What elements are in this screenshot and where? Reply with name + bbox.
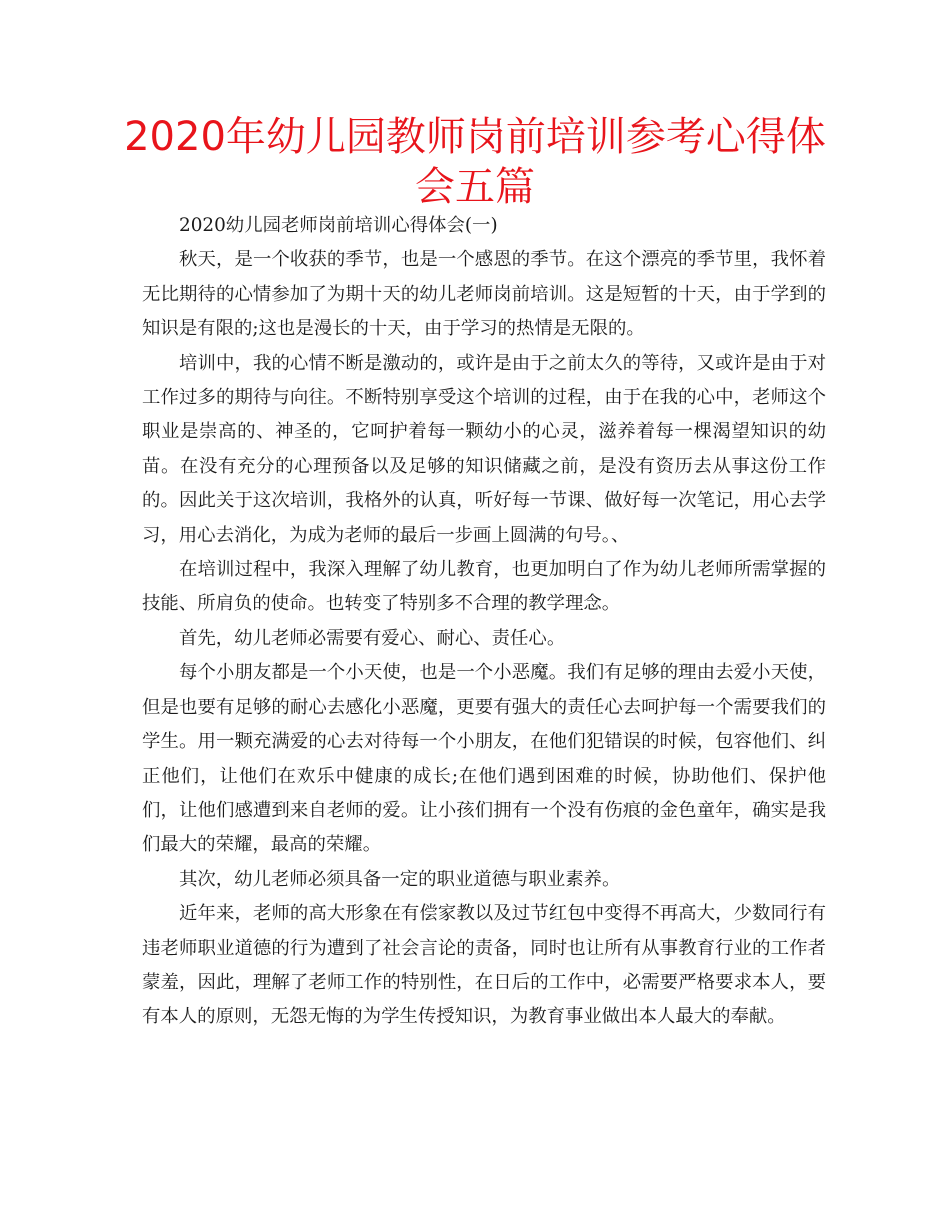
paragraph: 秋天，是一个收获的季节，也是一个感恩的季节。在这个漂亮的季节里，我怀着无比期待的心情参加了为期十天的幼儿老师岗前培训。这是短暂的十天，由于学到的知识是有限的;这也是漫长的十天，由于学习的热情是无限的。 xyxy=(142,249,826,340)
document-body xyxy=(142,209,826,1035)
section-heading: 2020幼儿园老师岗前培训心得体会(一) xyxy=(179,215,498,236)
paragraph: 每个小朋友都是一个小天使，也是一个小恶魔。我们有足够的理由去爱小天使，但是也要有足够的耐心去感化小恶魔，更要有强大的责任心去呵护每一个需要我们的学生。用一颗充满爱的心去对待每一个小朋友，在他们犯错误的时候，包容他们、纠正他们，让他们在欢乐中健康的成长;在他们遇到困难的时候，协助他们、保护他们，让他们感遭到来自老师的爱。让小孩们拥有一个没有伤痕的金色童年，确实是我们最大的荣耀，最高的荣耀。 xyxy=(142,662,826,856)
paragraph: 首先，幼儿老师必需要有爱心、耐心、责任心。 xyxy=(179,627,566,649)
paragraph: 近年来，老师的高大形象在有偿家教以及过节红包中变得不再高大，少数同行有违老师职业道德的行为遭到了社会言论的责备，同时也让所有从事教育行业的工作者蒙羞，因此，理解了老师工作的特别性，在日后的工作中，必需要严格要求本人，要有本人的原则，无怨无悔的为学生传授知识，为教育事业做出本人最大的奉献。 xyxy=(142,903,826,1028)
paragraph: 培训中，我的心情不断是激动的，或许是由于之前太久的等待，又或许是由于对工作过多的期待与向往。不断特别享受这个培训的过程，由于在我的心中，老师这个职业是崇高的、神圣的，它呵护着每一颗幼小的心灵，滋养着每一棵渴望知识的幼苗。在没有充分的心理预备以及足够的知识储藏之前，是没有资历去从事这份工作的。因此关于这次培训，我格外的认真，听好每一节课、做好每一次笔记，用心去学习，用心去消化，为成为老师的最后一步画上圆满的句号。、 xyxy=(142,352,826,546)
paragraph: 在培训过程中，我深入理解了幼儿教育，也更加明白了作为幼儿老师所需掌握的技能、所肩负的使命。也转变了特别多不合理的教学理念。 xyxy=(142,559,826,615)
document-title: 2020年幼儿园教师岗前培训参考心得体会五篇 xyxy=(124,114,826,210)
paragraph: 其次，幼儿老师必须具备一定的职业道德与职业素养。 xyxy=(179,868,621,890)
